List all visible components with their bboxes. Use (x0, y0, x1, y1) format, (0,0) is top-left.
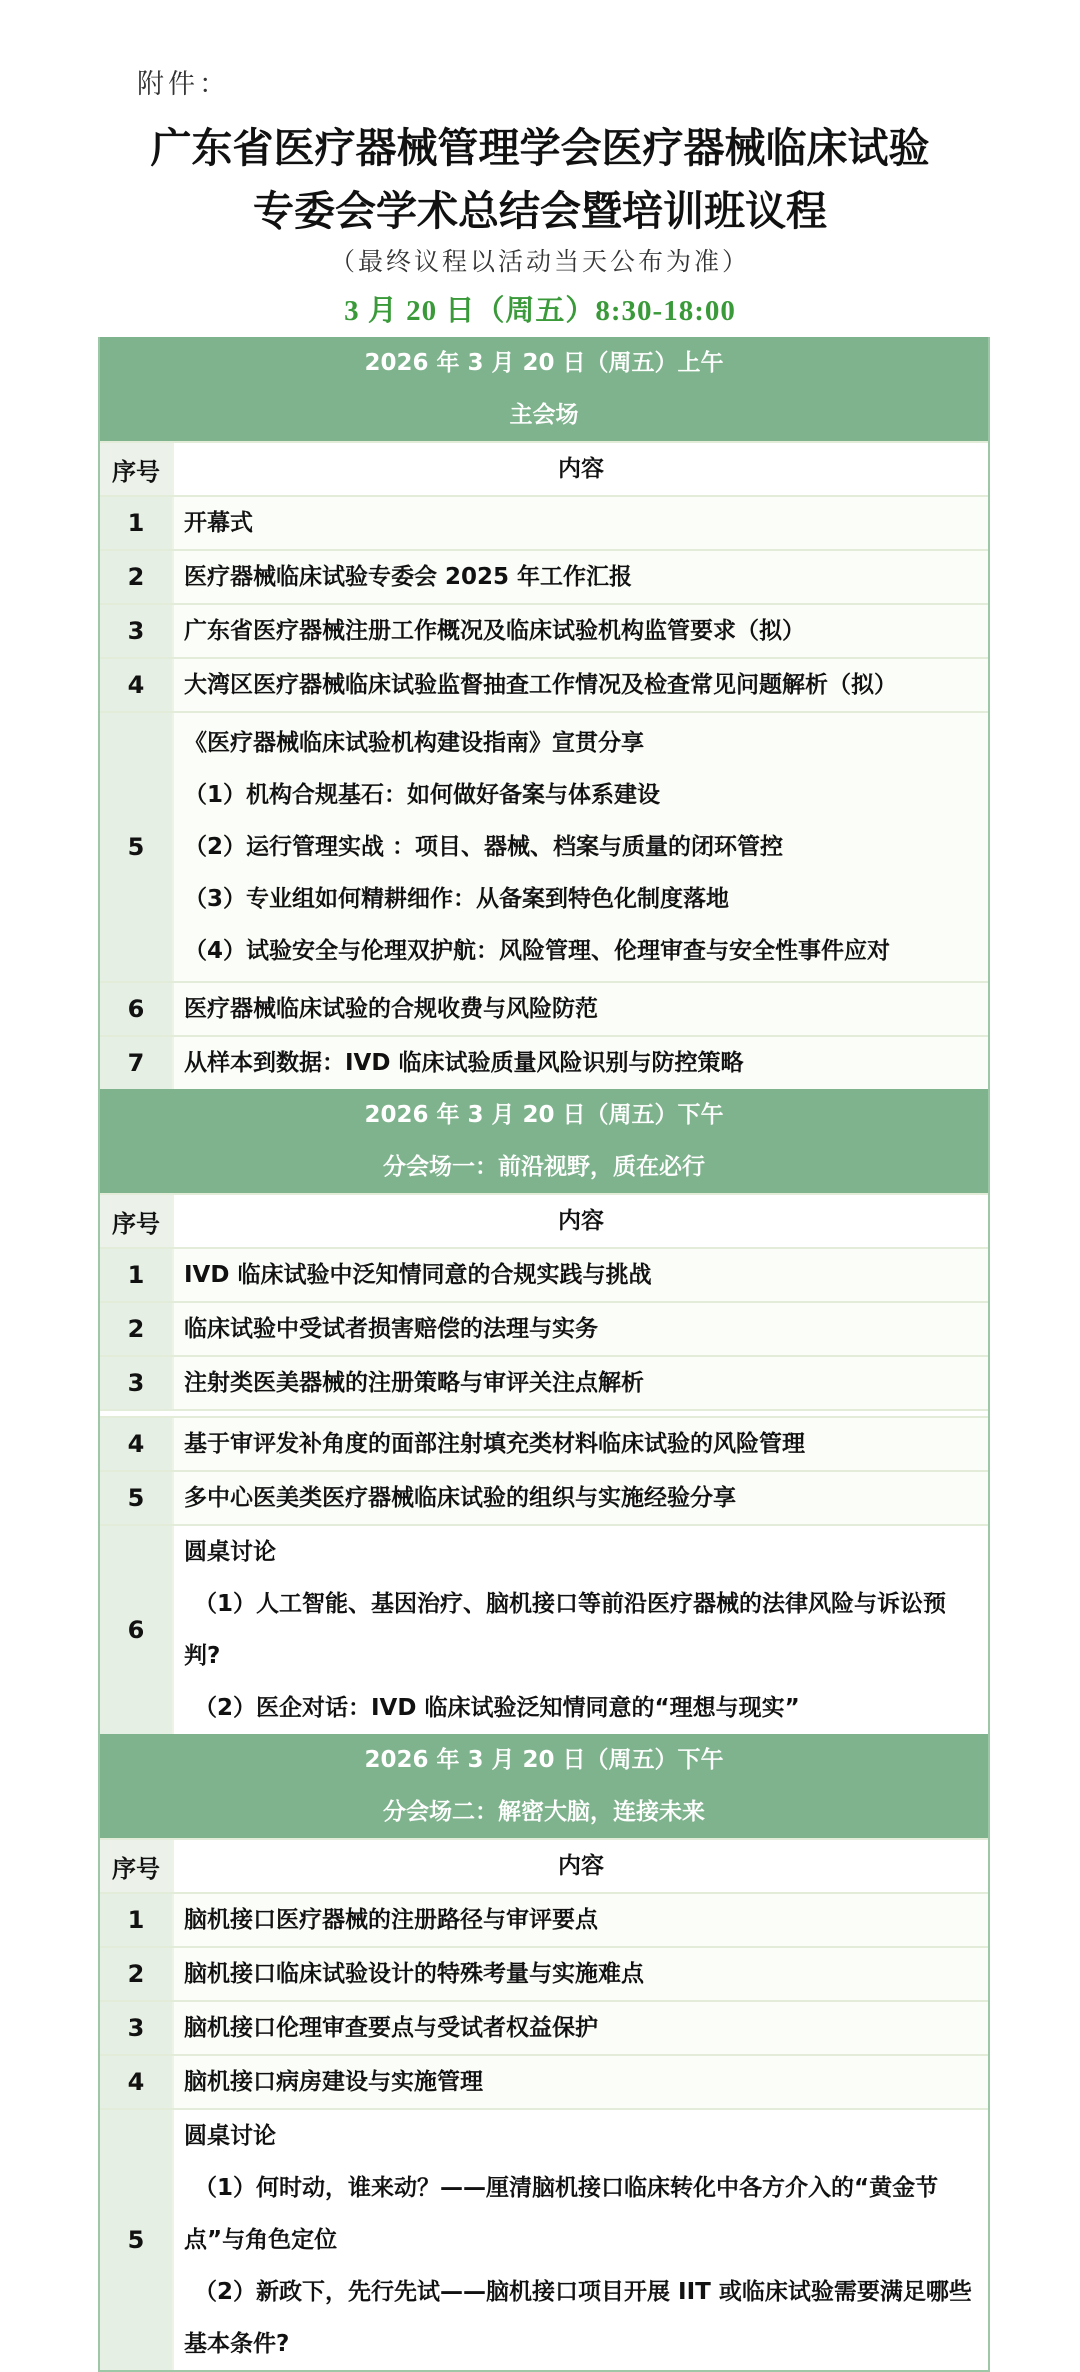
row-content: 圆桌讨论 （1）人工智能、基因治疗、脑机接口等前沿医疗器械的法律风险与诉讼预判? （2）医企对话：IVD 临床试验泛知情同意的“理想与现实” (174, 1526, 988, 1734)
row-number: 2 (100, 1948, 174, 2000)
section-date: 2026 年 3 月 20 日（周五）下午 (364, 1747, 724, 1773)
table-row (100, 549, 988, 603)
section-date: 2026 年 3 月 20 日（周五）下午 (364, 1102, 724, 1128)
table-row (100, 2054, 988, 2108)
row-number: 7 (100, 1037, 174, 1089)
row-content: IVD 临床试验中泛知情同意的合规实践与挑战 (174, 1249, 988, 1301)
row-number: 3 (100, 605, 174, 657)
event-date-time: 3 月 20 日（周五）8:30-18:00 (344, 295, 736, 327)
document-title-line1: 广东省医疗器械管理学会医疗器械临床试验 (150, 124, 930, 172)
table-row (100, 1416, 988, 1470)
column-header-row (100, 441, 988, 495)
row-content: 医疗器械临床试验专委会 2025 年工作汇报 (174, 551, 988, 603)
column-header-row (100, 1838, 988, 1892)
row-number: 5 (100, 713, 174, 981)
row-content: 医疗器械临床试验的合规收费与风险防范 (174, 983, 988, 1035)
row-number: 3 (100, 1357, 174, 1409)
section-header-branch-venue-1 (100, 1089, 988, 1193)
row-number: 4 (100, 1418, 174, 1470)
table-row (100, 1892, 988, 1946)
row-number: 5 (100, 2110, 174, 2370)
row-content: 脑机接口病房建设与实施管理 (174, 2056, 988, 2108)
table-row (100, 1301, 988, 1355)
column-header-num: 序号 (100, 1195, 174, 1247)
agenda-table (98, 337, 990, 2372)
table-row (100, 603, 988, 657)
row-number: 6 (100, 1526, 174, 1734)
section-header-main-venue (100, 337, 988, 441)
section-venue: 分会场二：解密大脑，连接未来 (383, 1799, 705, 1825)
column-header-content: 内容 (174, 1840, 988, 1892)
row-number: 1 (100, 497, 174, 549)
row-number: 3 (100, 2002, 174, 2054)
row-number: 2 (100, 551, 174, 603)
row-content: 临床试验中受试者损害赔偿的法理与实务 (174, 1303, 988, 1355)
agenda-note: （最终议程以活动当天公布为准） (329, 247, 750, 276)
table-row (100, 2108, 988, 2370)
table-row (100, 495, 988, 549)
table-row (100, 657, 988, 711)
table-row (100, 2000, 988, 2054)
table-row (100, 1946, 988, 2000)
row-content: 脑机接口临床试验设计的特殊考量与实施难点 (174, 1948, 988, 2000)
row-content: 基于审评发补角度的面部注射填充类材料临床试验的风险管理 (174, 1418, 988, 1470)
document-title-line2: 专委会学术总结会暨培训班议程 (253, 187, 827, 235)
row-content: 开幕式 (174, 497, 988, 549)
row-content: 《医疗器械临床试验机构建设指南》宣贯分享 （1）机构合规基石：如何做好备案与体系建设 （2）运行管理实战 ：项目、器械、档案与质量的闭环管控 （3）专业组如何精耕细作：从备案到特色化制度落地 （4）试验安全与伦理双护航：风险管理、伦理审查与安全性事件应对 (174, 713, 988, 981)
row-content: 广东省医疗器械注册工作概况及临床试验机构监管要求（拟） (174, 605, 988, 657)
section-header-branch-venue-2 (100, 1734, 988, 1838)
table-row (100, 1355, 988, 1409)
row-number: 6 (100, 983, 174, 1035)
section-venue: 分会场一：前沿视野，质在必行 (383, 1154, 705, 1180)
row-content: 大湾区医疗器械临床试验监督抽查工作情况及检查常见问题解析（拟） (174, 659, 988, 711)
row-content: 多中心医美类医疗器械临床试验的组织与实施经验分享 (174, 1472, 988, 1524)
row-number: 1 (100, 1249, 174, 1301)
table-row (100, 1247, 988, 1301)
attachment-label: 附件： (137, 69, 230, 100)
row-number: 4 (100, 2056, 174, 2108)
row-number: 1 (100, 1894, 174, 1946)
column-header-content: 内容 (174, 443, 988, 495)
column-header-content: 内容 (174, 1195, 988, 1247)
section-date: 2026 年 3 月 20 日（周五）上午 (364, 350, 724, 376)
column-header-row (100, 1193, 988, 1247)
column-header-num: 序号 (100, 443, 174, 495)
table-page-gap (100, 1409, 988, 1416)
table-row (100, 711, 988, 981)
row-number: 4 (100, 659, 174, 711)
row-number: 5 (100, 1472, 174, 1524)
row-content: 注射类医美器械的注册策略与审评关注点解析 (174, 1357, 988, 1409)
section-venue: 主会场 (509, 402, 579, 428)
row-content: 脑机接口伦理审查要点与受试者权益保护 (174, 2002, 988, 2054)
row-number: 2 (100, 1303, 174, 1355)
table-row (100, 1470, 988, 1524)
row-content: 圆桌讨论 （1）何时动，谁来动？——厘清脑机接口临床转化中各方介入的“黄金节点”与角色定位 （2）新政下，先行先试——脑机接口项目开展 IIT 或临床试验需要满足哪些基本条件? (174, 2110, 988, 2370)
table-row (100, 1524, 988, 1734)
column-header-num: 序号 (100, 1840, 174, 1892)
table-row (100, 981, 988, 1035)
row-content: 从样本到数据：IVD 临床试验质量风险识别与防控策略 (174, 1037, 988, 1089)
table-row (100, 1035, 988, 1089)
row-content: 脑机接口医疗器械的注册路径与审评要点 (174, 1894, 988, 1946)
